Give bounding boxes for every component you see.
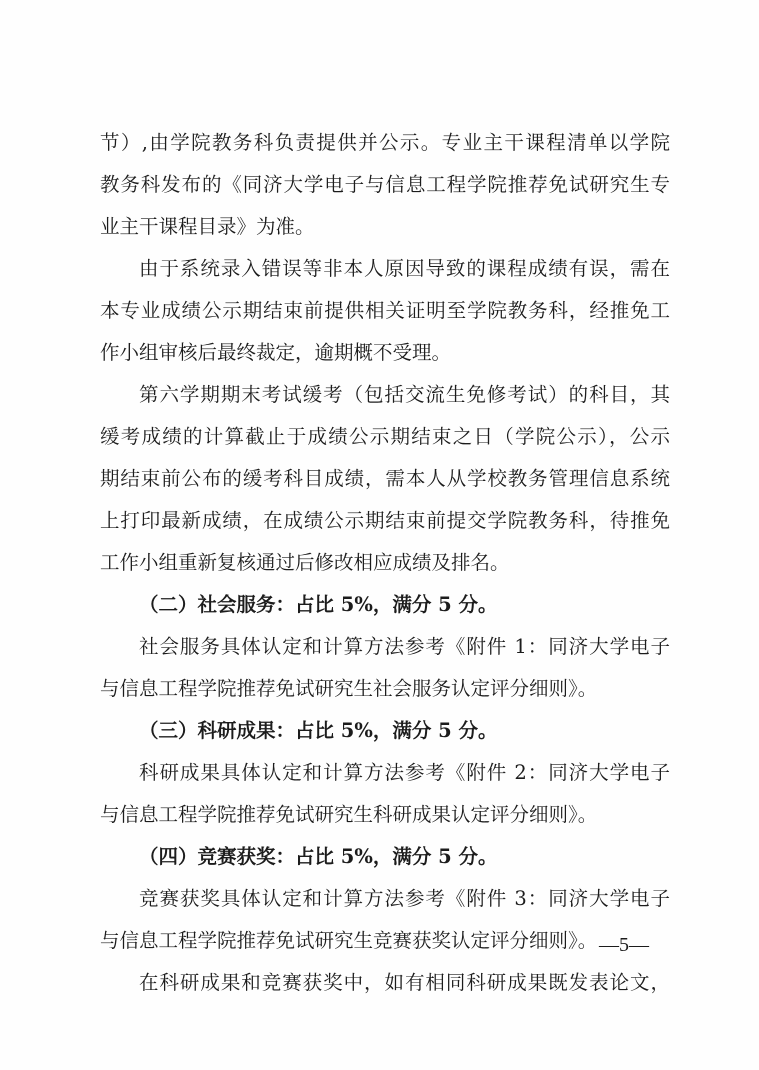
text-line: 竞赛获奖具体认定和计算方法参考《附件 3：同济大学电子	[139, 887, 670, 910]
text-line: 工作小组重新复核通过后修改相应成绩及排名。	[100, 551, 510, 574]
text-line: 第六学期期末考试缓考（包括交流生免修考试）的科目，其	[139, 383, 670, 406]
text-line: 本专业成绩公示期结束前提供相关证明至学院教务科，经推免工	[100, 299, 670, 322]
text-line: 与信息工程学院推荐免试研究生科研成果认定评分细则》。	[100, 803, 598, 826]
text-line: 社会服务具体认定和计算方法参考《附件 1：同济大学电子	[139, 635, 670, 658]
text-line: 业主干课程目录》为准。	[100, 215, 315, 238]
section-heading-competition: （四）竞赛获奖：占比 5%，满分 5 分。	[139, 845, 498, 868]
document-body	[100, 122, 670, 1004]
text-line: 与信息工程学院推荐免试研究生社会服务认定评分细则》。	[100, 677, 598, 700]
text-line: 科研成果具体认定和计算方法参考《附件 2：同济大学电子	[139, 761, 670, 784]
text-line: 在科研成果和竞赛获奖中，如有相同科研成果既发表论文，	[139, 971, 670, 994]
page-number: —5—	[599, 934, 649, 956]
section-heading-social-service: （二）社会服务：占比 5%，满分 5 分。	[139, 593, 498, 616]
text-line: 教务科发布的《同济大学电子与信息工程学院推荐免试研究生专	[100, 173, 670, 196]
text-line: 期结束前公布的缓考科目成绩，需本人从学校教务管理信息系统	[100, 467, 670, 490]
text-line: 缓考成绩的计算截止于成绩公示期结束之日（学院公示），公示	[100, 425, 670, 448]
section-heading-research: （三）科研成果：占比 5%，满分 5 分。	[139, 719, 498, 742]
text-line: 由于系统录入错误等非本人原因导致的课程成绩有误，需在	[139, 257, 670, 280]
text-line: 作小组审核后最终裁定，逾期概不受理。	[100, 341, 452, 364]
text-line: 节）,由学院教务科负责提供并公示。专业主干课程清单以学院	[100, 131, 670, 154]
text-line: 与信息工程学院推荐免试研究生竞赛获奖认定评分细则》。	[100, 929, 598, 952]
text-line: 上打印最新成绩，在成绩公示期结束前提交学院教务科，待推免	[100, 509, 670, 532]
